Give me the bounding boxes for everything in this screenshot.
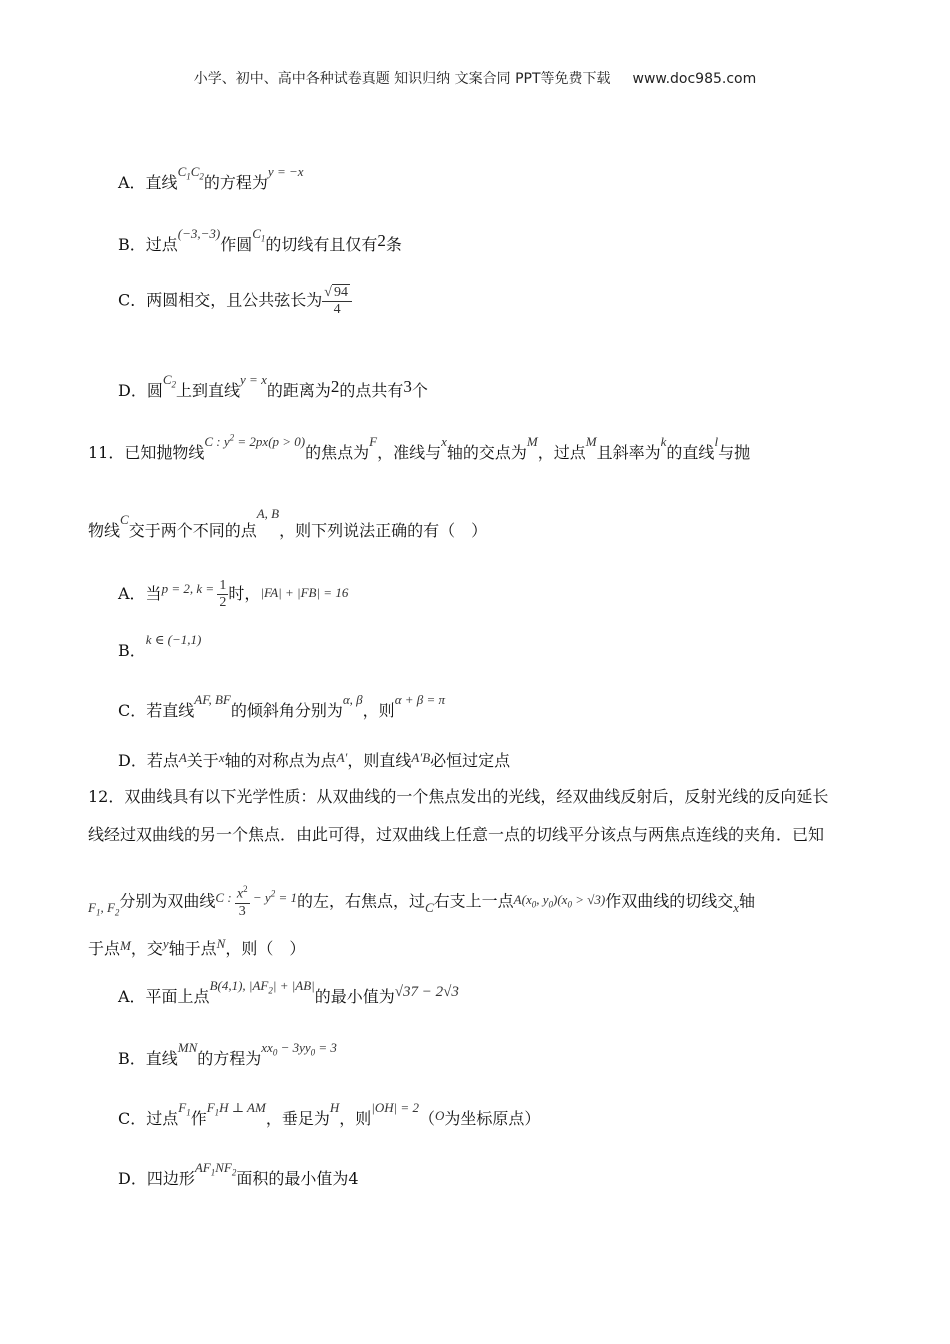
q11-stem-line2: 物线$^C$交于两个不同的点$^{A, B}$，则下列说法正确的有（ ） bbox=[88, 506, 488, 540]
q10-option-b[interactable]: B．过点$^{(-3,-3)}$作圆$^{C_1}$的切线有且仅有2条 bbox=[118, 226, 402, 254]
math-point: (−3,−3) bbox=[177, 226, 221, 241]
q11-option-b[interactable]: B．$^{k \in (-1,1)}$ bbox=[118, 632, 202, 660]
q12-stem-line4: 于点$^M$，交$^y$轴于点$^N$，则（ ） bbox=[88, 936, 306, 958]
q12-option-a[interactable]: A．平面上点$^{B(4,1), |AF_2| + |AB|}$的最小值为√37 − 2√3 bbox=[118, 978, 459, 1006]
q12-option-c[interactable]: C．过点$^{F_1}$作$^{F_1H \perp AM}$，垂足为$^H$，则$^{|OH| = 2}$（$^O$为坐标原点） bbox=[118, 1100, 541, 1128]
q12-option-d[interactable]: D．四边形$^{AF_1NF_2}$面积的最小值为4 bbox=[118, 1160, 359, 1188]
math-c1c2: C1C2 bbox=[177, 164, 204, 182]
page-header bbox=[0, 68, 950, 88]
q10-option-a[interactable]: A．直线$^{C_1C_2}$的方程为$^{y = -x}$ bbox=[118, 164, 304, 192]
math-parabola: C : y2 = 2px(p > 0) bbox=[204, 432, 306, 449]
math-min-value: √37 − 2√3 bbox=[394, 984, 459, 1000]
q12-stem-line3: $_{F_1, F_2}$分别为双曲线$^{C :}$ $\frac{x^2}{3}$ $^{- y^2 = 1}$的左，右焦点，过$_C$右支上一点$A(x_0$, $y_0)(x_0 > √3)$作双曲线的切线交$_x$轴 bbox=[88, 884, 755, 919]
q11-option-c[interactable]: C．若直线$^{AF, BF}$的倾斜角分别为$^{\alpha, \beta}$，则$^{\alpha + \beta = \pi}$ bbox=[118, 692, 446, 720]
math-fraction: $\frac{√ 94}{4}$ bbox=[322, 284, 352, 318]
math-c1: C1 bbox=[252, 226, 266, 244]
header-text: 小学、初中、高中各种试卷真题 知识归纳 文案合同 PPT等免费下载 bbox=[193, 71, 611, 87]
math-points-ab: A, B bbox=[256, 506, 280, 521]
q10-option-c[interactable]: C．两圆相交，且公共弦长为 $\frac{√ 94}{4}$ bbox=[118, 284, 352, 318]
q10-option-d[interactable]: D．圆$^{C_2}$上到直线$^{y = x}$的距离为2的点共有3个 bbox=[118, 372, 428, 400]
math-fa-plus-fb: |FA| + |FB| = 16 bbox=[260, 585, 349, 600]
q12-stem-line2: 线经过双曲线的另一个焦点．由此可得，过双曲线上任意一点的切线平分该点与两焦点连线的夹角．已知 bbox=[88, 825, 825, 844]
math-c2: C2 bbox=[162, 372, 177, 390]
q11-stem-line1: 11．已知抛物线$^{C : y^2 = 2px(p > 0)}$的焦点为$^F$，准线与$^x$轴的交点为$^M$，过点$^M$且斜率为$^k$的直线$^l$与抛 bbox=[88, 432, 751, 462]
q11-option-a[interactable]: A．当$^{p = 2, k =}$ $\frac{1}{2}$ 时，|FA| + |FB| = 16 bbox=[118, 578, 349, 610]
q11-option-d[interactable]: D．若点$^A$关于$^x$轴的对称点为点$^{A'}$，则直线$^{A'B}$必恒过定点 bbox=[118, 750, 511, 770]
math-k-range: k ∈ (−1,1) bbox=[145, 632, 202, 647]
q12-stem-line1: 12．双曲线具有以下光学性质：从双曲线的一个焦点发出的光线，经双曲线反射后，反射光线的反向延长 bbox=[88, 787, 829, 806]
q12-option-b[interactable]: B．直线$^{MN}$的方程为$^{xx_0 - 3yy_0 = 3}$ bbox=[118, 1040, 337, 1068]
header-site-link[interactable]: www.doc985.com bbox=[632, 71, 757, 87]
math-y-eq-neg-x: y = −x bbox=[267, 164, 304, 179]
math-y-eq-x: y = x bbox=[240, 372, 267, 387]
